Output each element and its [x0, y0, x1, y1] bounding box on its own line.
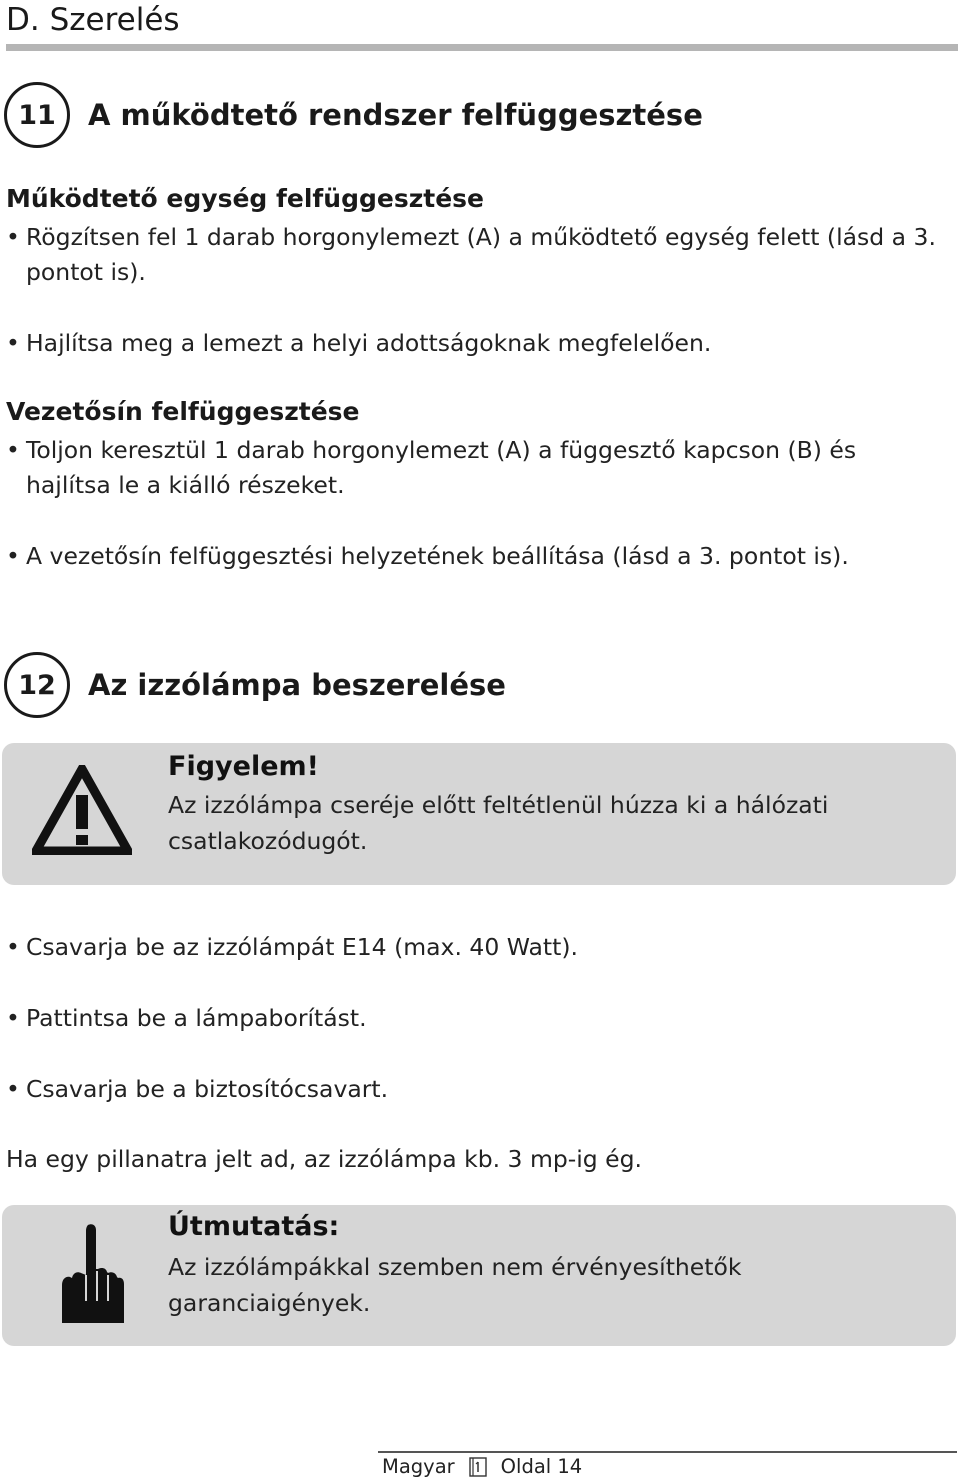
step-heading: A működtető rendszer felfüggesztése [88, 98, 703, 132]
bullet-icon: • [6, 1004, 20, 1032]
footer-language: Magyar [382, 1455, 455, 1478]
page-header [6, 0, 958, 44]
header-rule [6, 44, 958, 51]
warning-box [2, 743, 956, 885]
list-item [6, 1001, 946, 1036]
info-text: Ha egy pillanatra jelt ad, az izzólámpa kb. 3 mp-ig ég. [6, 1145, 643, 1173]
step-12-header [4, 652, 506, 718]
step-heading: Az izzólámpa beszerelése [88, 668, 506, 702]
note-box [2, 1205, 956, 1346]
bullet-icon: • [6, 1075, 20, 1103]
bullet-icon: • [6, 933, 20, 961]
list-item [6, 326, 946, 361]
bullet-icon: • [6, 436, 20, 464]
list-item [6, 433, 946, 503]
list-item-text: Rögzítsen fel 1 darab horgonylemezt (A) a működtető egység felett (lásd a 3. pontot is). [26, 223, 936, 286]
step-11-header [4, 82, 703, 148]
footer-rule [378, 1451, 957, 1453]
bullet-icon: • [6, 542, 20, 570]
step-number-badge: 11 [4, 82, 70, 148]
section-title: D. Szerelés [6, 2, 180, 38]
footer-page-number: Oldal 14 [500, 1455, 583, 1478]
list-item [6, 930, 946, 965]
page-footer [382, 1455, 582, 1478]
subheading-rail: Vezetősín felfüggesztése [6, 397, 360, 426]
step-number-badge: 12 [4, 652, 70, 718]
bullet-icon: • [6, 223, 20, 251]
list-item-text: Csavarja be a biztosítócsavart. [26, 1075, 389, 1103]
list-item [6, 1072, 946, 1107]
note-text: Az izzólámpákkal szemben nem érvényesíthetők garanciaigények. [168, 1253, 742, 1317]
bullet-icon: • [6, 329, 20, 357]
pointing-hand-icon [56, 1221, 126, 1331]
list-item-text: Toljon keresztül 1 darab horgonylemezt (A) a függesztő kapcson (B) és hajlítsa le a kiálló részeket. [26, 436, 857, 499]
list-item-text: A vezetősín felfüggesztési helyzetének beállítása (lásd a 3. pontot is). [26, 542, 849, 570]
warning-triangle-icon [32, 765, 132, 855]
warning-text: Az izzólámpa cseréje előtt feltétlenül húzza ki a hálózati csatlakozódugót. [168, 791, 829, 855]
list-item-text: Hajlítsa meg a lemezt a helyi adottságoknak megfelelően. [26, 329, 712, 357]
list-item [6, 539, 946, 574]
warning-label: Figyelem! [168, 751, 319, 782]
note-label: Útmutatás: [168, 1211, 340, 1242]
subheading-actuator: Működtető egység felfüggesztése [6, 184, 485, 213]
list-item-text: Pattintsa be a lámpaborítást. [26, 1004, 367, 1032]
manual-book-icon [467, 1456, 489, 1478]
list-item-text: Csavarja be az izzólámpát E14 (max. 40 Watt). [26, 933, 578, 961]
list-item [6, 220, 946, 290]
